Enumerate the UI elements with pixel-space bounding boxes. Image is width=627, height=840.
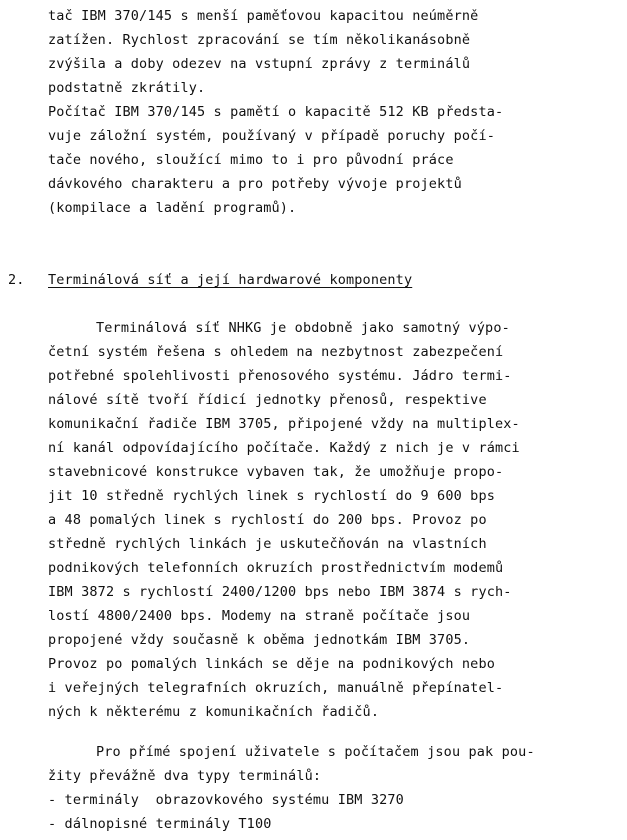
text-line: tače nového, sloužící mimo to i pro původní práce [48, 152, 454, 168]
text-line: potřebné spolehlivosti přenosového systému. Jádro termi- [48, 368, 512, 384]
text-line: jit 10 středně rychlých linek s rychlostí do 9 600 bps [48, 488, 495, 504]
text-line: stavebnicové konstrukce vybaven tak, že umožňuje propo- [48, 464, 504, 480]
text-line: propojené vždy současně k oběma jednotkám IBM 3705. [48, 632, 471, 648]
text-line: dávkového charakteru a pro potřeby vývoje projektů [48, 176, 462, 192]
text-line: zvýšila a doby odezev na vstupní zprávy z terminálů [48, 56, 471, 72]
text-line: zatížen. Rychlost zpracování se tím několikanásobně [48, 32, 471, 48]
section-number: 2. [8, 272, 25, 288]
text-line: a 48 pomalých linek s rychlostí do 200 bps. Provoz po [48, 512, 487, 528]
list-item: - terminály obrazovkového systému IBM 3270 [48, 792, 404, 808]
text-line: podnikových telefonních okruzích prostřednictvím modemů [48, 560, 504, 576]
text-line: četní systém řešena s ohledem na nezbytnost zabezpečení [48, 344, 504, 360]
text-line: Terminálová síť NHKG je obdobně jako samotný výpo- [96, 320, 510, 336]
text-line: středně rychlých linkách je uskutečňován na vlastních [48, 536, 487, 552]
list-item: - dálnopisné terminály T100 [48, 816, 272, 832]
section-title: Terminálová síť a její hardwarové komponenty [48, 272, 413, 288]
text-line: Pro přímé spojení uživatele s počítačem jsou pak pou- [96, 744, 535, 760]
text-line: ných k některému z komunikačních řadičů. [48, 704, 380, 720]
text-line: (kompilace a ladění programů). [48, 200, 297, 216]
text-line: Provoz po pomalých linkách se děje na podnikových nebo [48, 656, 495, 672]
text-line: IBM 3872 s rychlostí 2400/1200 bps nebo IBM 3874 s rych- [48, 584, 512, 600]
text-line: ní kanál odpovídajícího počítače. Každý z nich je v rámci [48, 440, 520, 456]
text-line: podstatně zkrátily. [48, 80, 206, 96]
text-line: vuje záložní systém, používaný v případě poruchy počí- [48, 128, 495, 144]
text-line: tač IBM 370/145 s menší paměťovou kapacitou neúměrně [48, 8, 479, 24]
text-line: lostí 4800/2400 bps. Modemy na straně počítače jsou [48, 608, 471, 624]
text-line: nálové sítě tvoří řídicí jednotky přenosů, respektive [48, 392, 487, 408]
text-line: žity převážně dva typy terminálů: [48, 768, 322, 784]
text-line: i veřejných telegrafních okruzích, manuálně přepínatel- [48, 680, 504, 696]
text-line: Počítač IBM 370/145 s pamětí o kapacitě 512 KB předsta- [48, 104, 504, 120]
text-line: komunikační řadiče IBM 3705, připojené vždy na multiplex- [48, 416, 520, 432]
